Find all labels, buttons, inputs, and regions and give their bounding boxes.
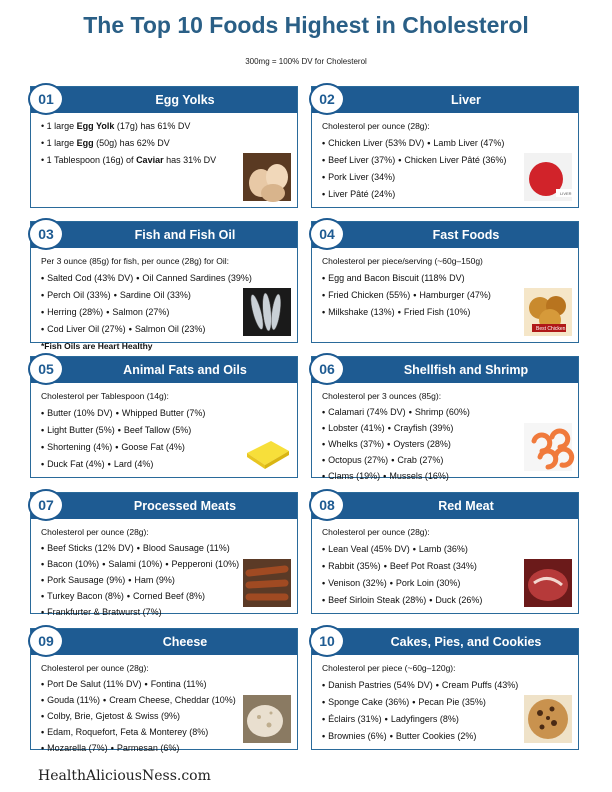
- bullet: •: [322, 155, 326, 165]
- card-title: Shellfish and Shrimp: [403, 363, 529, 377]
- bullet: •: [41, 324, 45, 334]
- food-item-row: [322, 677, 570, 694]
- food-item: Parmesan (6%): [116, 743, 180, 753]
- card-intro: Cholesterol per piece (~60g–120g):: [322, 663, 456, 673]
- sausages-image: [243, 559, 291, 607]
- bullet: •: [41, 543, 45, 553]
- card-number-badge: 09: [28, 625, 64, 657]
- food-item: Beef Sticks (12% DV): [47, 543, 134, 553]
- card-number-badge: 06: [309, 353, 345, 385]
- food-item: Blood Sausage (11%): [142, 543, 230, 553]
- food-item: Beef Liver (37%): [328, 155, 396, 165]
- footer-brand: HealthAliciousNess.com: [38, 768, 211, 784]
- page-subtitle: 300mg = 100% DV for Cholesterol: [245, 57, 367, 66]
- food-name: Egg Yolk: [76, 121, 115, 131]
- food-item-row: [41, 676, 289, 692]
- food-item: Shortening (4%): [47, 442, 113, 452]
- food-item: Beef Tallow (5%): [123, 425, 192, 435]
- food-item: Herring (28%): [47, 307, 104, 317]
- card-title: Cheese: [162, 635, 208, 649]
- food-item: Mozarella (7%): [47, 743, 108, 753]
- card-header: [31, 87, 297, 113]
- food-item: Mussels (16%): [389, 471, 449, 481]
- food-item: Pork Loin (30%): [395, 578, 461, 588]
- food-card-09: [30, 628, 298, 753]
- bullet: •: [322, 172, 326, 182]
- bullet: •: [384, 714, 388, 724]
- card-intro: Cholesterol per 3 ounces (85g):: [322, 391, 442, 401]
- bullet: •: [41, 679, 45, 689]
- food-card-07: [30, 492, 298, 617]
- liver-image: [524, 153, 572, 201]
- bullet: •: [106, 307, 110, 317]
- card-title: Processed Meats: [133, 499, 237, 513]
- food-item: Light Butter (5%): [47, 425, 115, 435]
- bullet: •: [435, 680, 439, 690]
- bullet: •: [322, 578, 326, 588]
- food-item-row: • 1 large Egg (50g) has 62% DV: [41, 138, 170, 148]
- food-item: Oysters (28%): [393, 439, 451, 449]
- food-item: Crayfish (39%): [393, 423, 454, 433]
- food-item: Brownies (6%): [328, 731, 387, 741]
- food-item-row: [41, 270, 289, 287]
- bullet: •: [136, 543, 140, 553]
- card-number-badge: 07: [28, 489, 64, 521]
- bullet: •: [41, 575, 45, 585]
- bullet: •: [41, 727, 45, 737]
- liver-label: LIVER: [560, 191, 572, 196]
- food-item: Chicken Liver Pâté (36%): [404, 155, 507, 165]
- fried-chicken-image: [524, 288, 572, 336]
- cheese-image: [243, 695, 291, 743]
- food-item: Ham (9%): [134, 575, 175, 585]
- bullet: •: [322, 307, 326, 317]
- bullet: •: [41, 442, 45, 452]
- bullet: •: [41, 290, 45, 300]
- page-title: The Top 10 Foods Highest in Cholesterol: [83, 12, 529, 38]
- food-item: Goose Fat (4%): [121, 442, 185, 452]
- bullet: •: [322, 471, 326, 481]
- food-item: Butter Cookies (2%): [395, 731, 477, 741]
- bullet: •: [144, 679, 148, 689]
- food-item: Salmon Oil (23%): [134, 324, 206, 334]
- food-item: Egg and Bacon Biscuit (118% DV): [328, 273, 465, 283]
- card-intro: Cholesterol per ounce (28g):: [41, 663, 149, 673]
- card-title: Cakes, Pies, and Cookies: [390, 635, 542, 649]
- food-item: Gouda (11%): [47, 695, 101, 705]
- food-item: Lamb Liver (47%): [433, 138, 505, 148]
- food-item: Lamb (36%): [418, 544, 468, 554]
- bullet: •: [115, 442, 119, 452]
- card-number-badge: 05: [28, 353, 64, 385]
- food-item: Frankfurter & Bratwurst (7%): [47, 607, 162, 617]
- food-item: Lean Veal (45% DV): [328, 544, 410, 554]
- bullet: •: [427, 138, 431, 148]
- bullet: •: [383, 561, 387, 571]
- food-item: Sardine Oil (33%): [119, 290, 191, 300]
- bullet: •: [41, 307, 45, 317]
- food-item: Milkshake (13%): [328, 307, 395, 317]
- food-item: Rabbit (35%): [328, 561, 381, 571]
- bullet: •: [113, 290, 117, 300]
- card-intro: Cholesterol per Tablespoon (14g):: [41, 391, 169, 401]
- card-intro: Cholesterol per ounce (28g):: [322, 121, 430, 131]
- food-item-row: [41, 405, 289, 422]
- card-number-badge: 01: [28, 83, 64, 115]
- food-item: Butter (10% DV): [47, 408, 113, 418]
- bullet: •: [41, 559, 45, 569]
- food-card-06: [311, 356, 579, 481]
- bullet: •: [322, 714, 326, 724]
- bullet: •: [41, 459, 45, 469]
- bullet: •: [41, 408, 45, 418]
- card-title: Animal Fats and Oils: [123, 363, 247, 377]
- bullet: •: [41, 273, 45, 283]
- card-intro: Cholesterol per ounce (28g):: [322, 527, 430, 537]
- bullet: •: [41, 711, 45, 721]
- food-item: Turkey Bacon (8%): [47, 591, 124, 601]
- food-item: Pepperoni (10%): [171, 559, 240, 569]
- bullet: •: [322, 138, 326, 148]
- eggs-image: [243, 153, 291, 201]
- food-item: Port De Salut (11% DV): [47, 679, 142, 689]
- food-item: Sponge Cake (36%): [328, 697, 410, 707]
- food-card-01: [30, 86, 298, 208]
- card-header: [31, 357, 297, 383]
- food-card-08: [311, 492, 579, 614]
- bullet: •: [322, 561, 326, 571]
- food-item: Octopus (27%): [328, 455, 389, 465]
- bullet: •: [41, 591, 45, 601]
- food-item: Pork Sausage (9%): [47, 575, 126, 585]
- bullet: •: [41, 695, 45, 705]
- card-header: [312, 222, 578, 248]
- food-item: Cream Cheese, Cheddar (10%): [109, 695, 236, 705]
- bullet: •: [41, 425, 45, 435]
- food-card-02: [311, 86, 579, 208]
- food-card-03: [30, 221, 298, 351]
- sardines-image: [243, 288, 291, 336]
- food-item: Hamburger (47%): [419, 290, 491, 300]
- card-intro: Cholesterol per piece/serving (~60g–150g): [322, 256, 483, 266]
- bullet: •: [387, 423, 391, 433]
- bullet: •: [115, 408, 119, 418]
- food-item: Salted Cod (43% DV): [47, 273, 134, 283]
- bullet: •: [128, 575, 132, 585]
- red-meat-image: [524, 559, 572, 607]
- card-header: [31, 493, 297, 519]
- bullet: •: [397, 307, 401, 317]
- bullet: •: [107, 459, 111, 469]
- card-number-badge: 04: [309, 218, 345, 250]
- food-item: Lard (4%): [113, 459, 154, 469]
- food-item: Whipped Butter (7%): [121, 408, 206, 418]
- food-item-row: • 1 Tablespoon (16g) of Caviar has 31% DV: [41, 155, 217, 165]
- bullet: •: [429, 595, 433, 605]
- food-item: Edam, Roquefort, Feta & Monterey (8%): [47, 727, 209, 737]
- food-item: Corned Beef (8%): [133, 591, 206, 601]
- food-item: Chicken Liver (53% DV): [328, 138, 425, 148]
- bullet: •: [41, 607, 45, 617]
- food-card-10: [311, 628, 579, 750]
- food-item: Cod Liver Oil (27%): [47, 324, 126, 334]
- food-item: Clams (19%): [328, 471, 381, 481]
- fast-food-label: Best Chicken: [536, 326, 566, 332]
- card-header: [312, 629, 578, 655]
- food-item: Perch Oil (33%): [47, 290, 111, 300]
- food-item: Salmon (27%): [112, 307, 170, 317]
- card-intro: Per 3 ounce (85g) for fish, per ounce (28g) for Oil:: [41, 256, 230, 266]
- butter-image: [243, 423, 291, 471]
- food-item: Calamari (74% DV): [328, 407, 406, 417]
- bullet: •: [322, 439, 326, 449]
- bullet: •: [322, 697, 326, 707]
- card-header: [312, 87, 578, 113]
- food-item: Lobster (41%): [328, 423, 385, 433]
- bullet: •: [391, 455, 395, 465]
- bullet: •: [412, 697, 416, 707]
- card-title: Fast Foods: [432, 228, 500, 242]
- bullet: •: [412, 544, 416, 554]
- food-name: Egg: [76, 138, 94, 148]
- bullet: •: [398, 155, 402, 165]
- bullet: •: [322, 290, 326, 300]
- bullet: •: [387, 439, 391, 449]
- cookies-image: [524, 695, 572, 743]
- bullet: •: [126, 591, 131, 601]
- food-item-row: • 1 large Egg Yolk (17g) has 61% DV: [41, 121, 191, 131]
- food-item: Fried Fish (10%): [403, 307, 471, 317]
- food-item: Liver Pâté (24%): [328, 189, 396, 199]
- bullet: •: [103, 695, 107, 705]
- food-item: Fried Chicken (55%): [328, 290, 411, 300]
- food-card-04: [311, 221, 579, 343]
- food-item-row: [322, 541, 570, 558]
- food-item: Beef Pot Roast (34%): [389, 561, 477, 571]
- food-item-row: [322, 404, 570, 420]
- food-item: Duck Fat (4%): [47, 459, 105, 469]
- bullet: •: [41, 743, 45, 753]
- bullet: •: [322, 680, 326, 690]
- bullet: •: [322, 595, 326, 605]
- bullet: •: [322, 273, 326, 283]
- bullet: •: [389, 578, 393, 588]
- food-item: Salami (10%): [108, 559, 163, 569]
- food-item: Colby, Brie, Gjetost & Swiss (9%): [47, 711, 181, 721]
- food-item: Whelks (37%): [328, 439, 385, 449]
- bullet: •: [128, 324, 132, 334]
- card-header: [31, 629, 297, 655]
- bullet: •: [165, 559, 169, 569]
- card-header: [31, 222, 297, 248]
- bullet: •: [136, 273, 140, 283]
- bullet: •: [322, 189, 326, 199]
- bullet: •: [322, 423, 326, 433]
- food-item: Venison (32%): [328, 578, 387, 588]
- food-item: Ladyfingers (8%): [390, 714, 459, 724]
- card-title: Red Meat: [438, 499, 494, 513]
- card-intro: Cholesterol per ounce (28g):: [41, 527, 149, 537]
- food-item: Beef Sirloin Steak (28%): [328, 595, 427, 605]
- food-name: Caviar: [136, 155, 164, 165]
- bullet: •: [408, 407, 412, 417]
- food-item-row: [322, 135, 570, 152]
- bullet: •: [383, 471, 387, 481]
- food-item: Cream Puffs (43%): [441, 680, 519, 690]
- food-item-row: [41, 540, 289, 556]
- food-item: Pork Liver (34%): [328, 172, 396, 182]
- card-header: [312, 493, 578, 519]
- card-header: [312, 357, 578, 383]
- food-item: Pecan Pie (35%): [418, 697, 486, 707]
- card-number-badge: 10: [309, 625, 345, 657]
- bullet: •: [413, 290, 417, 300]
- bullet: •: [322, 731, 326, 741]
- food-item: Fontina (11%): [150, 679, 207, 689]
- card-number-badge: 08: [309, 489, 345, 521]
- card-title: Liver: [451, 93, 481, 107]
- bullet: •: [117, 425, 121, 435]
- bullet: •: [322, 544, 326, 554]
- bullet: •: [110, 743, 114, 753]
- shrimp-image: [524, 423, 572, 471]
- card-title: Fish and Fish Oil: [134, 228, 236, 242]
- bullet: •: [102, 559, 106, 569]
- food-item: Shrimp (60%): [414, 407, 470, 417]
- card-note: *Fish Oils are Heart Healthy: [41, 341, 153, 351]
- card-number-badge: 02: [309, 83, 345, 115]
- bullet: •: [322, 455, 326, 465]
- card-title: Egg Yolks: [155, 93, 215, 107]
- food-item-row: [322, 270, 570, 287]
- bullet: •: [389, 731, 393, 741]
- food-item: Bacon (10%): [47, 559, 100, 569]
- food-item: Crab (27%): [397, 455, 444, 465]
- food-card-05: [30, 356, 298, 478]
- food-item: Danish Pastries (54% DV): [328, 680, 433, 690]
- food-item: Duck (26%): [435, 595, 483, 605]
- bullet: •: [322, 407, 326, 417]
- card-number-badge: 03: [28, 218, 64, 250]
- food-item: Éclairs (31%): [328, 714, 382, 724]
- food-item: Oil Canned Sardines (39%): [142, 273, 252, 283]
